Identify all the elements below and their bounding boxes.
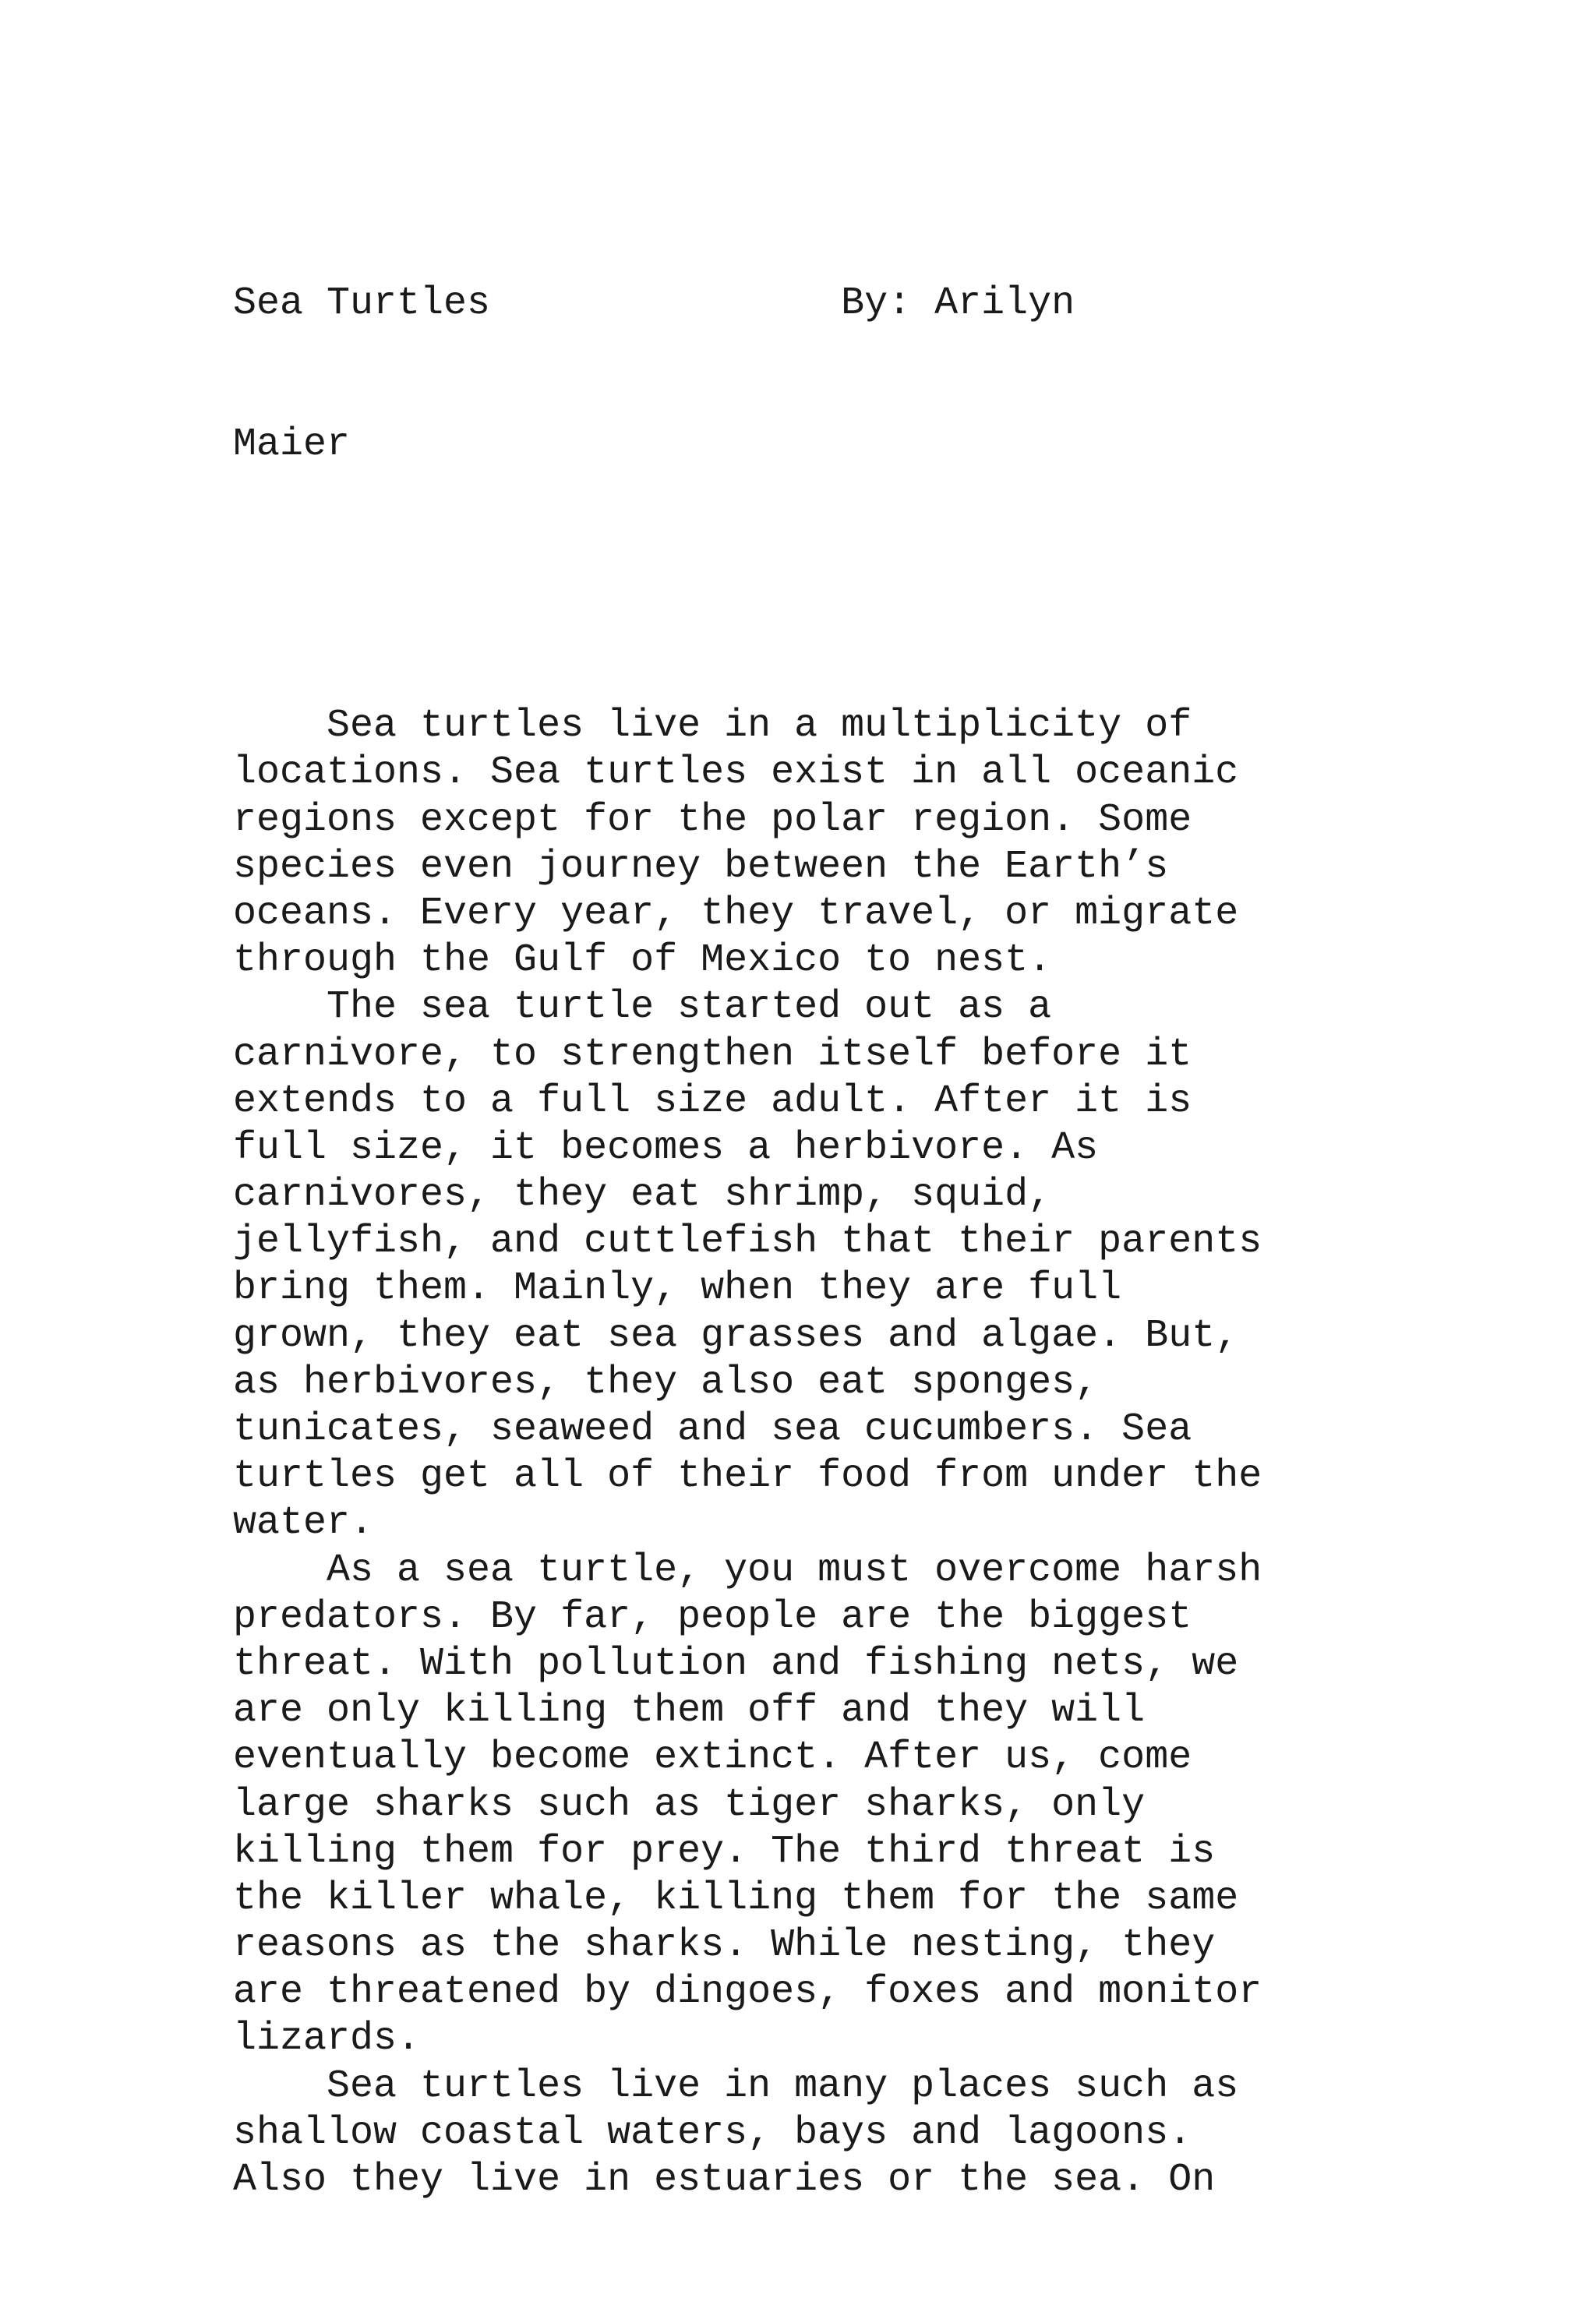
body-line: reasons as the sharks. While nesting, they xyxy=(233,1923,1216,1968)
body-line: as herbivores, they also eat sponges, xyxy=(233,1360,1099,1405)
body-line: species even journey between the Earth’s xyxy=(233,844,1169,889)
body-line: through the Gulf of Mexico to nest. xyxy=(233,938,1052,983)
body-line: killing them for prey. The third threat is xyxy=(233,1829,1216,1874)
body-line: full size, it becomes a herbivore. As xyxy=(233,1125,1099,1170)
body-line: The sea turtle started out as a xyxy=(233,985,1052,1030)
document-text xyxy=(233,187,1371,2298)
body-line: locations. Sea turtles exist in all oceanic xyxy=(233,750,1239,796)
body-line: tunicates, seaweed and sea cucumbers. Sea xyxy=(233,1407,1192,1452)
body-line: are threatened by dingoes, foxes and monitor xyxy=(233,1970,1262,2015)
body-text xyxy=(233,703,1371,2204)
body-line: lizards. xyxy=(233,2017,421,2062)
body-line: water. xyxy=(233,1501,374,1546)
body-line: large sharks such as tiger sharks, only xyxy=(233,1782,1146,1827)
body-line: regions except for the polar region. Some xyxy=(233,797,1192,842)
body-line: shallow coastal waters, bays and lagoons. xyxy=(233,2110,1192,2155)
body-line: are only killing them off and they will xyxy=(233,1689,1146,1734)
body-line: Also they live in estuaries or the sea. On xyxy=(233,2158,1216,2202)
body-line: extends to a full size adult. After it is xyxy=(233,1078,1192,1124)
title-byline-gap xyxy=(490,281,841,326)
body-line: jellyfish, and cuttlefish that their parents xyxy=(233,1220,1262,1265)
header-line xyxy=(233,281,1371,327)
body-line: eventually become extinct. After us, come xyxy=(233,1735,1192,1781)
body-line: predators. By far, people are the biggest xyxy=(233,1594,1192,1640)
body-line: Sea turtles live in a multiplicity of xyxy=(233,704,1192,749)
blank-line xyxy=(233,563,1371,609)
body-line: turtles get all of their food from under the xyxy=(233,1454,1262,1499)
body-line: As a sea turtle, you must overcome harsh xyxy=(233,1548,1262,1593)
author-surname: Maier xyxy=(233,422,351,467)
body-line: threat. With pollution and fishing nets, we xyxy=(233,1641,1239,1686)
body-line: Sea turtles live in many places such as xyxy=(233,2063,1239,2109)
body-line: the killer whale, killing them for the same xyxy=(233,1876,1239,1921)
body-line: grown, they eat sea grasses and algae. But, xyxy=(233,1313,1239,1358)
body-line: carnivores, they eat shrimp, squid, xyxy=(233,1173,1052,1218)
document-title: Sea Turtles xyxy=(233,281,491,327)
body-line: carnivore, to strengthen itself before it xyxy=(233,1032,1192,1077)
body-line: bring them. Mainly, when they are full xyxy=(233,1266,1122,1311)
author-byline: By: Arilyn xyxy=(841,281,1075,327)
body-line: oceans. Every year, they travel, or migrate xyxy=(233,891,1239,936)
